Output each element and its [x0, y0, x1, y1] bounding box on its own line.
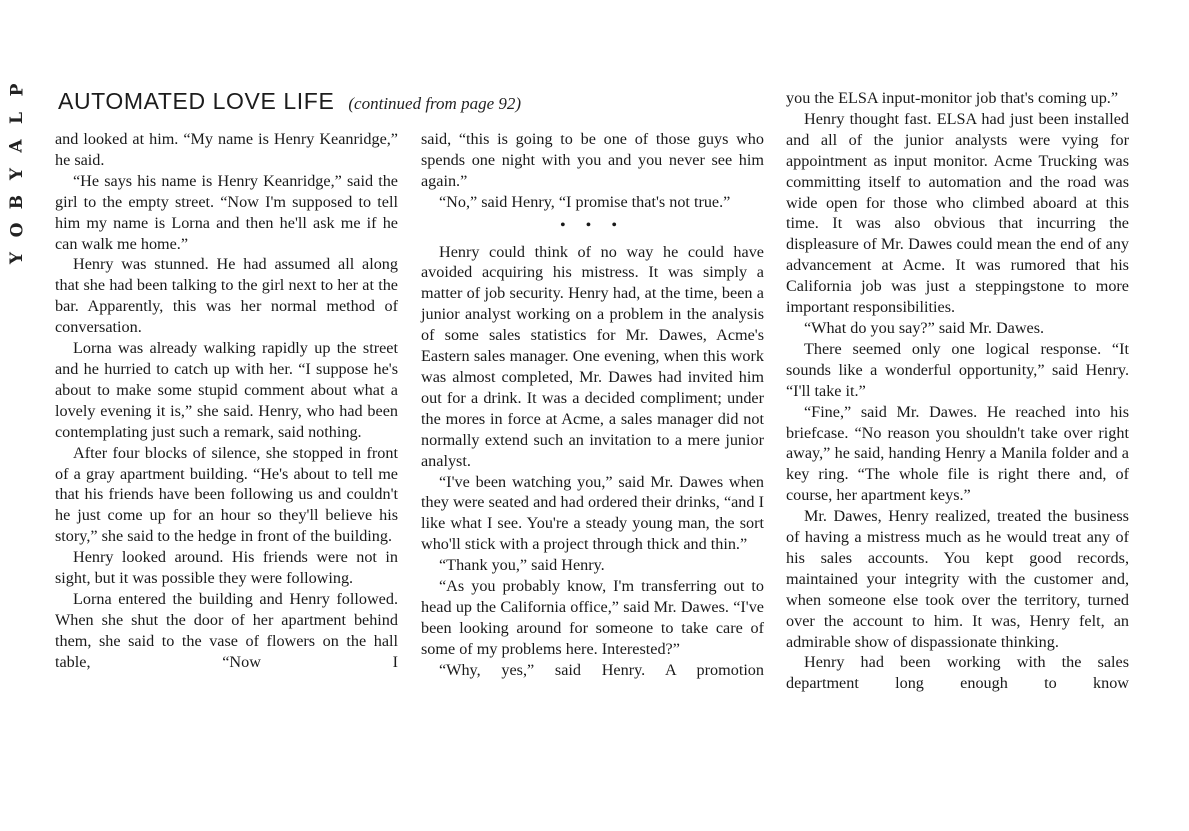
- masthead-letter: L: [6, 112, 27, 124]
- paragraph: Henry had been working with the sales department long enough to know: [786, 653, 1129, 693]
- paragraph: “I've been watching you,” said Mr. Dawes when they were seated and had ordered their drinks, “and I like what I see. You're a steady young man, the sort who'll stick with a project through thick and thin.”: [421, 472, 764, 554]
- paragraph: Henry was stunned. He had assumed all along that she had been talking to the girl next to her at the bar. Apparently, this was her normal method of conversation.: [55, 255, 398, 337]
- paragraph: Mr. Dawes, Henry realized, treated the business of having a mistress much as he would treat any of his sales accounts. You kept good records, maintained your integrity with the customer and, when someone else took over the territory, turned over the account to him. It was, Henry felt, an admirable show of dispassionate thinking.: [786, 507, 1129, 651]
- masthead-letter: Y: [6, 251, 27, 265]
- section-break: • • •: [559, 215, 626, 234]
- paragraph: you the ELSA input-monitor job that's coming up.”: [786, 89, 1119, 107]
- article-title: AUTOMATED LOVE LIFE: [58, 88, 335, 114]
- text-column-2: [421, 129, 764, 681]
- paragraph: Lorna was already walking rapidly up the street and he hurried to catch up with her. “I suppose he's about to make some stupid comment about what a lovely evening it is,” she said. Henry, who had been contemplating just such a remark, said nothing.: [55, 339, 398, 441]
- masthead-letter: P: [6, 83, 27, 97]
- paragraph: Lorna entered the building and Henry followed. When she shut the door of her apartment behind them, she said to the vase of flowers on the hall table, “Now I: [55, 589, 398, 671]
- paragraph: “As you probably know, I'm transferring out to head up the California office,” said Mr. Dawes. “I've been looking around for someone to take care of some of my problems here. Interested?”: [421, 577, 764, 658]
- masthead-letter: B: [7, 194, 27, 210]
- paragraph: Henry thought fast. ELSA had just been installed and all of the junior analysts were vying for appointment as input monitor. Acme Trucking was committing itself to automation and the road was wide open for those who climbed aboard at this time. It was also obvious that incurring the displeasure of Mr. Dawes could mean the end of any advancement at Acme. It was rumored that his California job was just a steppingstone to more important responsibilities.: [786, 109, 1129, 317]
- paragraph: “Thank you,” said Henry.: [439, 556, 605, 575]
- masthead-letter: A: [6, 139, 27, 153]
- text-column-1: [55, 129, 398, 673]
- paragraph: “What do you say?” said Mr. Dawes.: [804, 318, 1045, 337]
- paragraph: “He says his name is Henry Keanridge,” said the girl to the empty street. “Now I'm supposed to tell him my name is Lorna and then he'll ask me if he can walk me home.”: [55, 171, 398, 253]
- paragraph: There seemed only one logical response. “It sounds like a wonderful opportunity,” said Henry. “I'll take it.”: [786, 339, 1129, 400]
- paragraph: “No,” said Henry, “I promise that's not true.”: [439, 192, 731, 211]
- paragraph: Henry looked around. His friends were not in sight, but it was possible they were following.: [55, 548, 398, 588]
- paragraph: and looked at him. “My name is Henry Keanridge,” he said.: [55, 130, 398, 169]
- article-header: [58, 88, 521, 115]
- paragraph: “Why, yes,” said Henry. A promotion: [439, 660, 764, 679]
- playboy-masthead: [4, 76, 30, 276]
- paragraph: After four blocks of silence, she stopped in front of a gray apartment building. “He's about to tell me that his friends have been following us and couldn't he just come up for an hour so they'll believe his story,” she said to the hedge in front of the building.: [55, 443, 398, 546]
- masthead-letter: Y: [6, 167, 27, 181]
- paragraph: “Fine,” said Mr. Dawes. He reached into his briefcase. “No reason you shouldn't take over right away,” he said, handing Henry a Manila folder and a key ring. “The whole file is right there and, of course, her apartment keys.”: [786, 402, 1129, 505]
- paragraph: Henry could think of no way he could have avoided acquiring his mistress. It was simply a matter of job security. Henry had, at the time, been a junior analyst working on a problem in the analysis of some sales statistics for Mr. Dawes, Acme's Eastern sales manager. One evening, when this work was almost completed, Mr. Dawes had invited him out for a drink. It was a decided compliment; under the mores in force at Acme, a sales manager did not normally extend such an invitation to a mere junior analyst.: [421, 242, 764, 470]
- paragraph: said, “this is going to be one of those guys who spends one night with you and you never see him again.”: [421, 130, 764, 190]
- continued-note: (continued from page 92): [348, 94, 522, 113]
- text-column-3: [786, 88, 1129, 694]
- masthead-letter: O: [7, 222, 27, 238]
